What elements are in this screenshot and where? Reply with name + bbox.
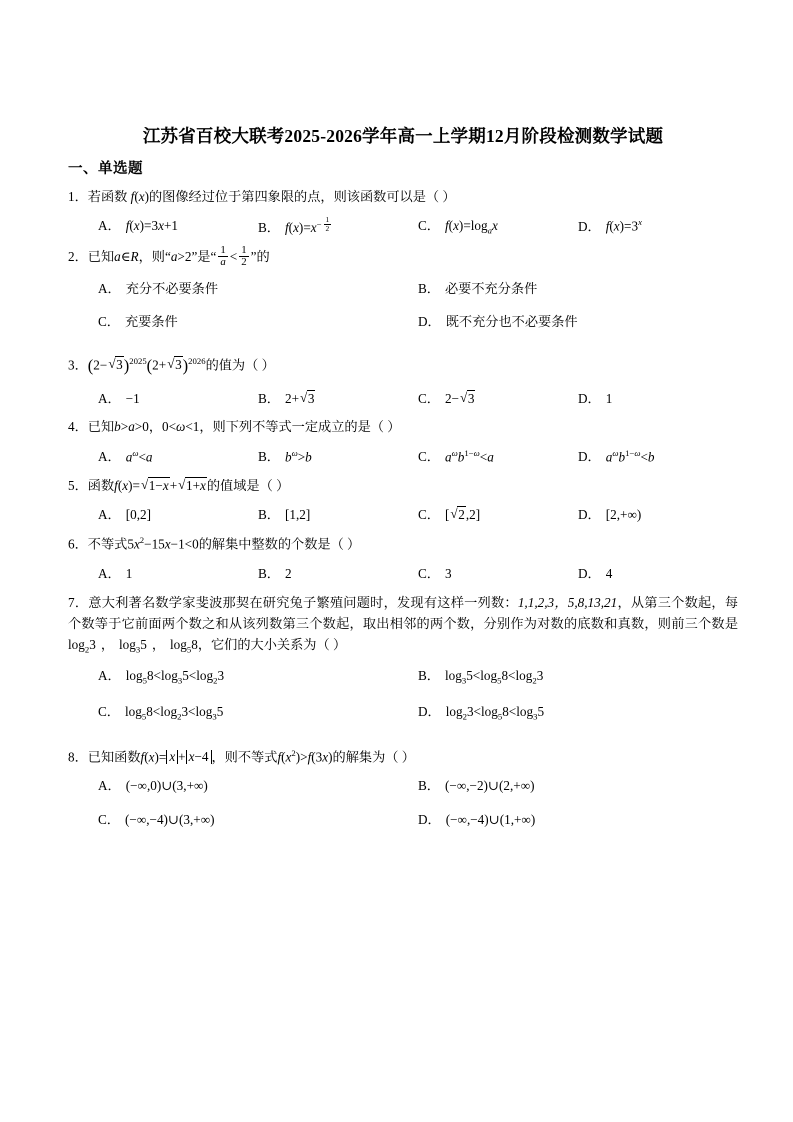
option-d[interactable]: D． 既不充分也不必要条件 bbox=[418, 314, 578, 330]
fibonacci-sequence: 1,1,2,3，5,8,13,21 bbox=[517, 594, 618, 610]
option-d[interactable]: D． 4 bbox=[578, 565, 613, 581]
option-c[interactable]: C． (−∞,−4)∪(3,+∞) bbox=[98, 812, 215, 828]
option-a[interactable]: A． $\log_58<\log_35<\log_23$ bbox=[98, 668, 225, 686]
option-b[interactable]: B． 必要不充分条件 bbox=[418, 281, 538, 297]
option-d[interactable]: D． $a^\omega b^{1-\omega}<b$ bbox=[578, 447, 655, 465]
page-title: 江苏省百校大联考2025-2026学年高一上学期12月阶段检测数学试题 bbox=[142, 126, 664, 146]
option-d[interactable]: D． [2,+∞) bbox=[578, 507, 642, 523]
option-c[interactable]: C． $f(x)=\log_ax$ bbox=[418, 218, 498, 236]
option-c[interactable]: C． [ √ 2,2] bbox=[418, 505, 578, 525]
option-a[interactable]: A． $a^\omega<a$ bbox=[98, 447, 153, 465]
section-heading: 一、单选题 bbox=[68, 160, 143, 177]
question-7 bbox=[68, 592, 738, 738]
option-a[interactable]: A． f(x)=3x+1 bbox=[98, 218, 178, 234]
question-5-number: 5． bbox=[68, 477, 88, 493]
option-b[interactable]: B． [1,2] bbox=[258, 507, 311, 523]
question-8 bbox=[68, 746, 738, 844]
option-a[interactable]: A． 充分不必要条件 bbox=[98, 281, 219, 297]
option-b[interactable]: B． $\log_35<\log_58<\log_23$ bbox=[418, 668, 544, 686]
question-7-stem: 7．意大利著名数学家斐波那契在研究兔子繁殖问题时，发现有这样一列数：1,1,2,3，5,8,13,21，从第三个数起，每个数等于它前面两个数之和从该列数第三个数起，取出相邻的两个数，分别作为对数的底数和真数，则前三个数是$\log_23$ ， $\log_35$ ， $\log_58$，它们的大小关系为（ ） bbox=[68, 594, 739, 656]
question-1-stem-mid: 的图像经过位于第四象限的点，则该函数可以是（ ） bbox=[148, 188, 456, 204]
option-a[interactable]: A． (−∞,0)∪(3,+∞) bbox=[98, 778, 208, 794]
option-b[interactable]: B． (−∞,−2)∪(2,+∞) bbox=[418, 778, 535, 794]
question-1-number: 1． bbox=[68, 188, 88, 204]
question-1-function: f bbox=[130, 188, 135, 204]
question-4-options bbox=[68, 447, 738, 467]
question-2-options bbox=[68, 279, 738, 345]
question-8-stem: 8．已知函数f(x)= x + x−4 ，则不等式$f(x^2)>f(3x)$的解集为（ ） bbox=[68, 747, 415, 764]
question-5 bbox=[68, 475, 738, 525]
question-4-stem: 4．已知b>a>0，0<ω<1，则下列不等式一定成立的是（ ） bbox=[68, 419, 401, 435]
question-8-options bbox=[68, 776, 738, 844]
option-c[interactable]: C． $\log_58<\log_23<\log_35$ bbox=[98, 703, 224, 722]
question-6-options bbox=[68, 564, 738, 584]
option-c[interactable]: C． 3 bbox=[418, 565, 452, 581]
question-6 bbox=[68, 533, 738, 584]
question-1-stem-prefix: 若函数 bbox=[87, 188, 128, 204]
question-6-number: 6． bbox=[68, 536, 88, 552]
option-a[interactable]: A． −1 bbox=[98, 390, 140, 406]
option-b[interactable]: B． 2+ √ 3 bbox=[258, 389, 418, 409]
option-b[interactable]: B． $f(x)=x^{- \frac{1}{2}}$ bbox=[258, 215, 330, 235]
option-c[interactable]: C． 充要条件 bbox=[98, 314, 178, 330]
question-4 bbox=[68, 416, 738, 467]
question-3-options bbox=[68, 389, 738, 409]
option-a[interactable]: A． 1 bbox=[98, 565, 133, 581]
question-1 bbox=[68, 186, 738, 238]
question-3-number: 3． bbox=[68, 357, 88, 373]
option-d[interactable]: D． $\log_23<\log_58<\log_35$ bbox=[418, 703, 545, 722]
question-8-number: 8． bbox=[68, 748, 88, 764]
question-2-number: 2． bbox=[68, 249, 88, 265]
question-5-options bbox=[68, 505, 738, 525]
option-c[interactable]: C． 2− √ 3 bbox=[418, 389, 578, 409]
question-6-stem: 6．不等式$5x^2-15x-1<0$的解集中整数的个数是（ ） bbox=[68, 535, 361, 552]
option-d[interactable]: D． (−∞,−4)∪(1,+∞) bbox=[418, 812, 536, 828]
question-5-stem: 5．函数f(x)= √ 1−x+ √ 1+x的值域是（ ） bbox=[68, 475, 738, 496]
question-7-number: 7． bbox=[68, 594, 89, 610]
question-1-options bbox=[68, 216, 738, 238]
option-b[interactable]: B． 2 bbox=[258, 565, 292, 581]
question-7-options bbox=[68, 666, 738, 737]
question-3 bbox=[68, 353, 738, 409]
question-1-stem: 1．若函数 f(x)的图像经过位于第四象限的点，则该函数可以是（ ） bbox=[68, 188, 456, 204]
question-4-number: 4． bbox=[68, 419, 88, 435]
option-a[interactable]: A． [0,2] bbox=[98, 507, 151, 523]
question-2 bbox=[68, 243, 738, 345]
option-b[interactable]: B． $b^\omega>b$ bbox=[258, 447, 312, 465]
question-2-stem: 2．已知a∈R，则“a>2”是“ $\frac{1}{a}$ < $\frac{1}{2}$ ”的 bbox=[68, 243, 270, 269]
option-d[interactable]: D． $f(x)=3^x$ bbox=[578, 217, 642, 234]
option-c[interactable]: C． $a^\omega b^{1-\omega}<a$ bbox=[418, 447, 494, 465]
option-d[interactable]: D． 1 bbox=[578, 390, 613, 406]
question-3-stem: 3．(2− √ 3)$^{2025}$(2+ √ 3)$^{2026}$的值为（ ） bbox=[68, 353, 738, 380]
